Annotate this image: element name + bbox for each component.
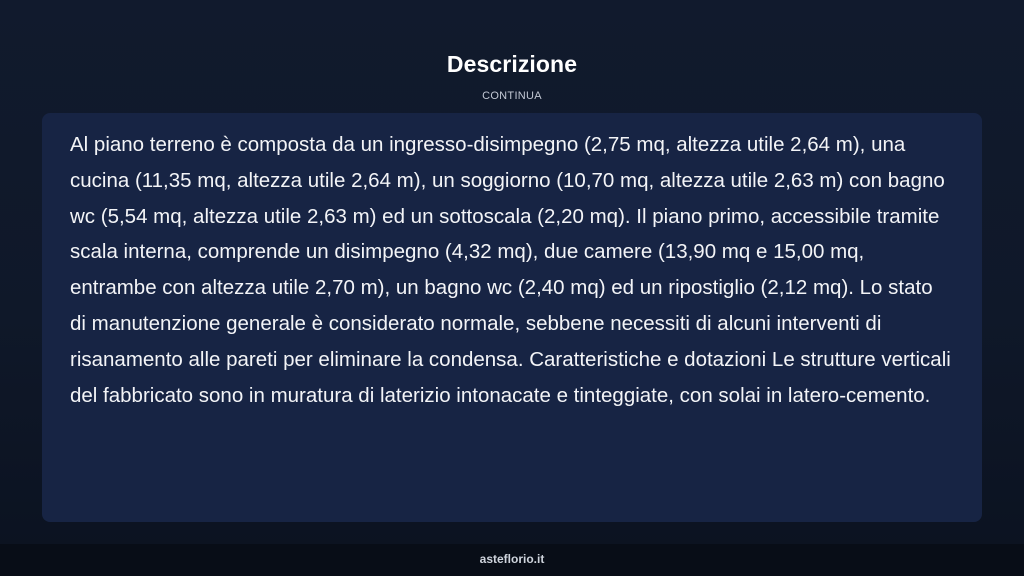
footer-site-label: asteflorio.it — [479, 552, 545, 566]
page-title: Descrizione — [446, 51, 578, 77]
description-card — [42, 113, 982, 522]
page-subtitle: CONTINUA — [482, 90, 542, 102]
footer-bar — [0, 544, 1024, 576]
description-text: Al piano terreno è composta da un ingresso-disimpegno (2,75 mq, altezza utile 2,64 m), una cucina (11,35 mq, altezza utile 2,64 m), un soggiorno (10,70 mq, altezza utile 2,63 m) con bagno wc (5,54 mq, altezza utile 2,63 m) ed un sottoscala (2,20 mq). Il piano primo, accessibile tramite scala interna, comprende un disimpegno (4,32 mq), due camere (13,90 mq e 15,00 mq, entrambe con altezza utile 2,70 m), un bagno wc (2,40 mq) ed un ripostiglio (2,12 mq). Lo stato di manutenzione generale è considerato normale, sebbene necessiti di alcuni interventi di risanamento alle pareti per eliminare la condensa. Caratteristiche e dotazioni Le strutture verticali del fabbricato sono in muratura di laterizio intonacate e tinteggiate, con solai in latero-cemento. — [70, 133, 951, 407]
